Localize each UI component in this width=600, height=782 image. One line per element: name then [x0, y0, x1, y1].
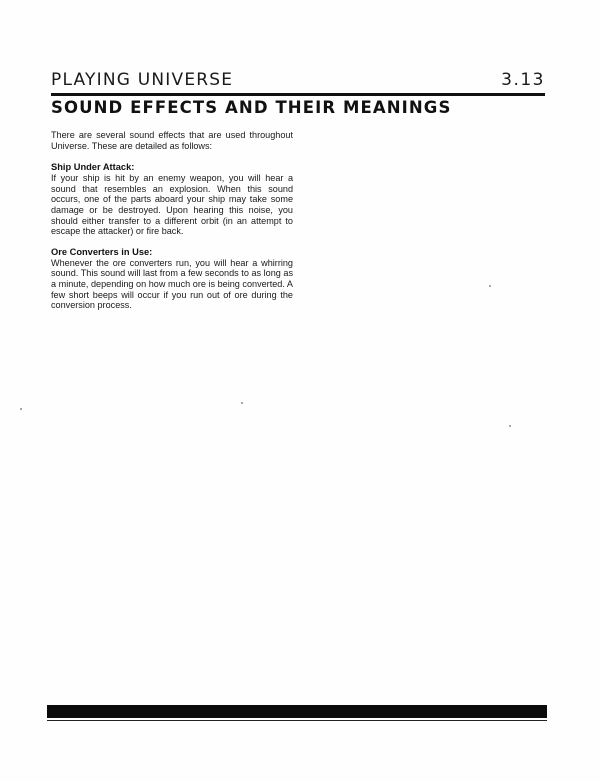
entry-title: Ore Converters in Use: [51, 246, 153, 257]
footer-bar [47, 705, 547, 718]
section-title: PLAYING UNIVERSE [51, 70, 234, 90]
scan-speck [509, 425, 511, 427]
footer-rule [47, 720, 547, 721]
entry-description: If your ship is hit by an enemy weapon, you will hear a sound that resembles an explosion. When this sound occurs, one of the parts aboard your ship may take some damage or be destroyed. Upon hearing this noise, you should either transfer to a different orbit (in an attempt to escape the attacker) or fire back. [51, 173, 293, 237]
body-text-column [51, 130, 293, 321]
sound-entry-ore-converters [51, 247, 293, 311]
intro-paragraph: There are several sound effects that are used throughout Universe. These are detailed as follows: [51, 130, 293, 151]
page-number: 3.13 [501, 70, 545, 90]
scan-speck [489, 285, 491, 287]
header-rule [51, 93, 545, 96]
entry-title: Ship Under Attack: [51, 162, 135, 173]
entry-description: Whenever the ore converters run, you will hear a whirring sound. This sound will last from a few seconds to as long as a minute, depending on how much ore is being converted. A few short beeps will occur if you run out of ore during the conversion process. [51, 257, 293, 311]
sound-entry-ship-under-attack [51, 162, 293, 237]
scan-speck [20, 408, 22, 410]
page-heading: SOUND EFFECTS AND THEIR MEANINGS [51, 98, 452, 117]
scan-speck [241, 402, 243, 404]
page-header [51, 70, 545, 90]
